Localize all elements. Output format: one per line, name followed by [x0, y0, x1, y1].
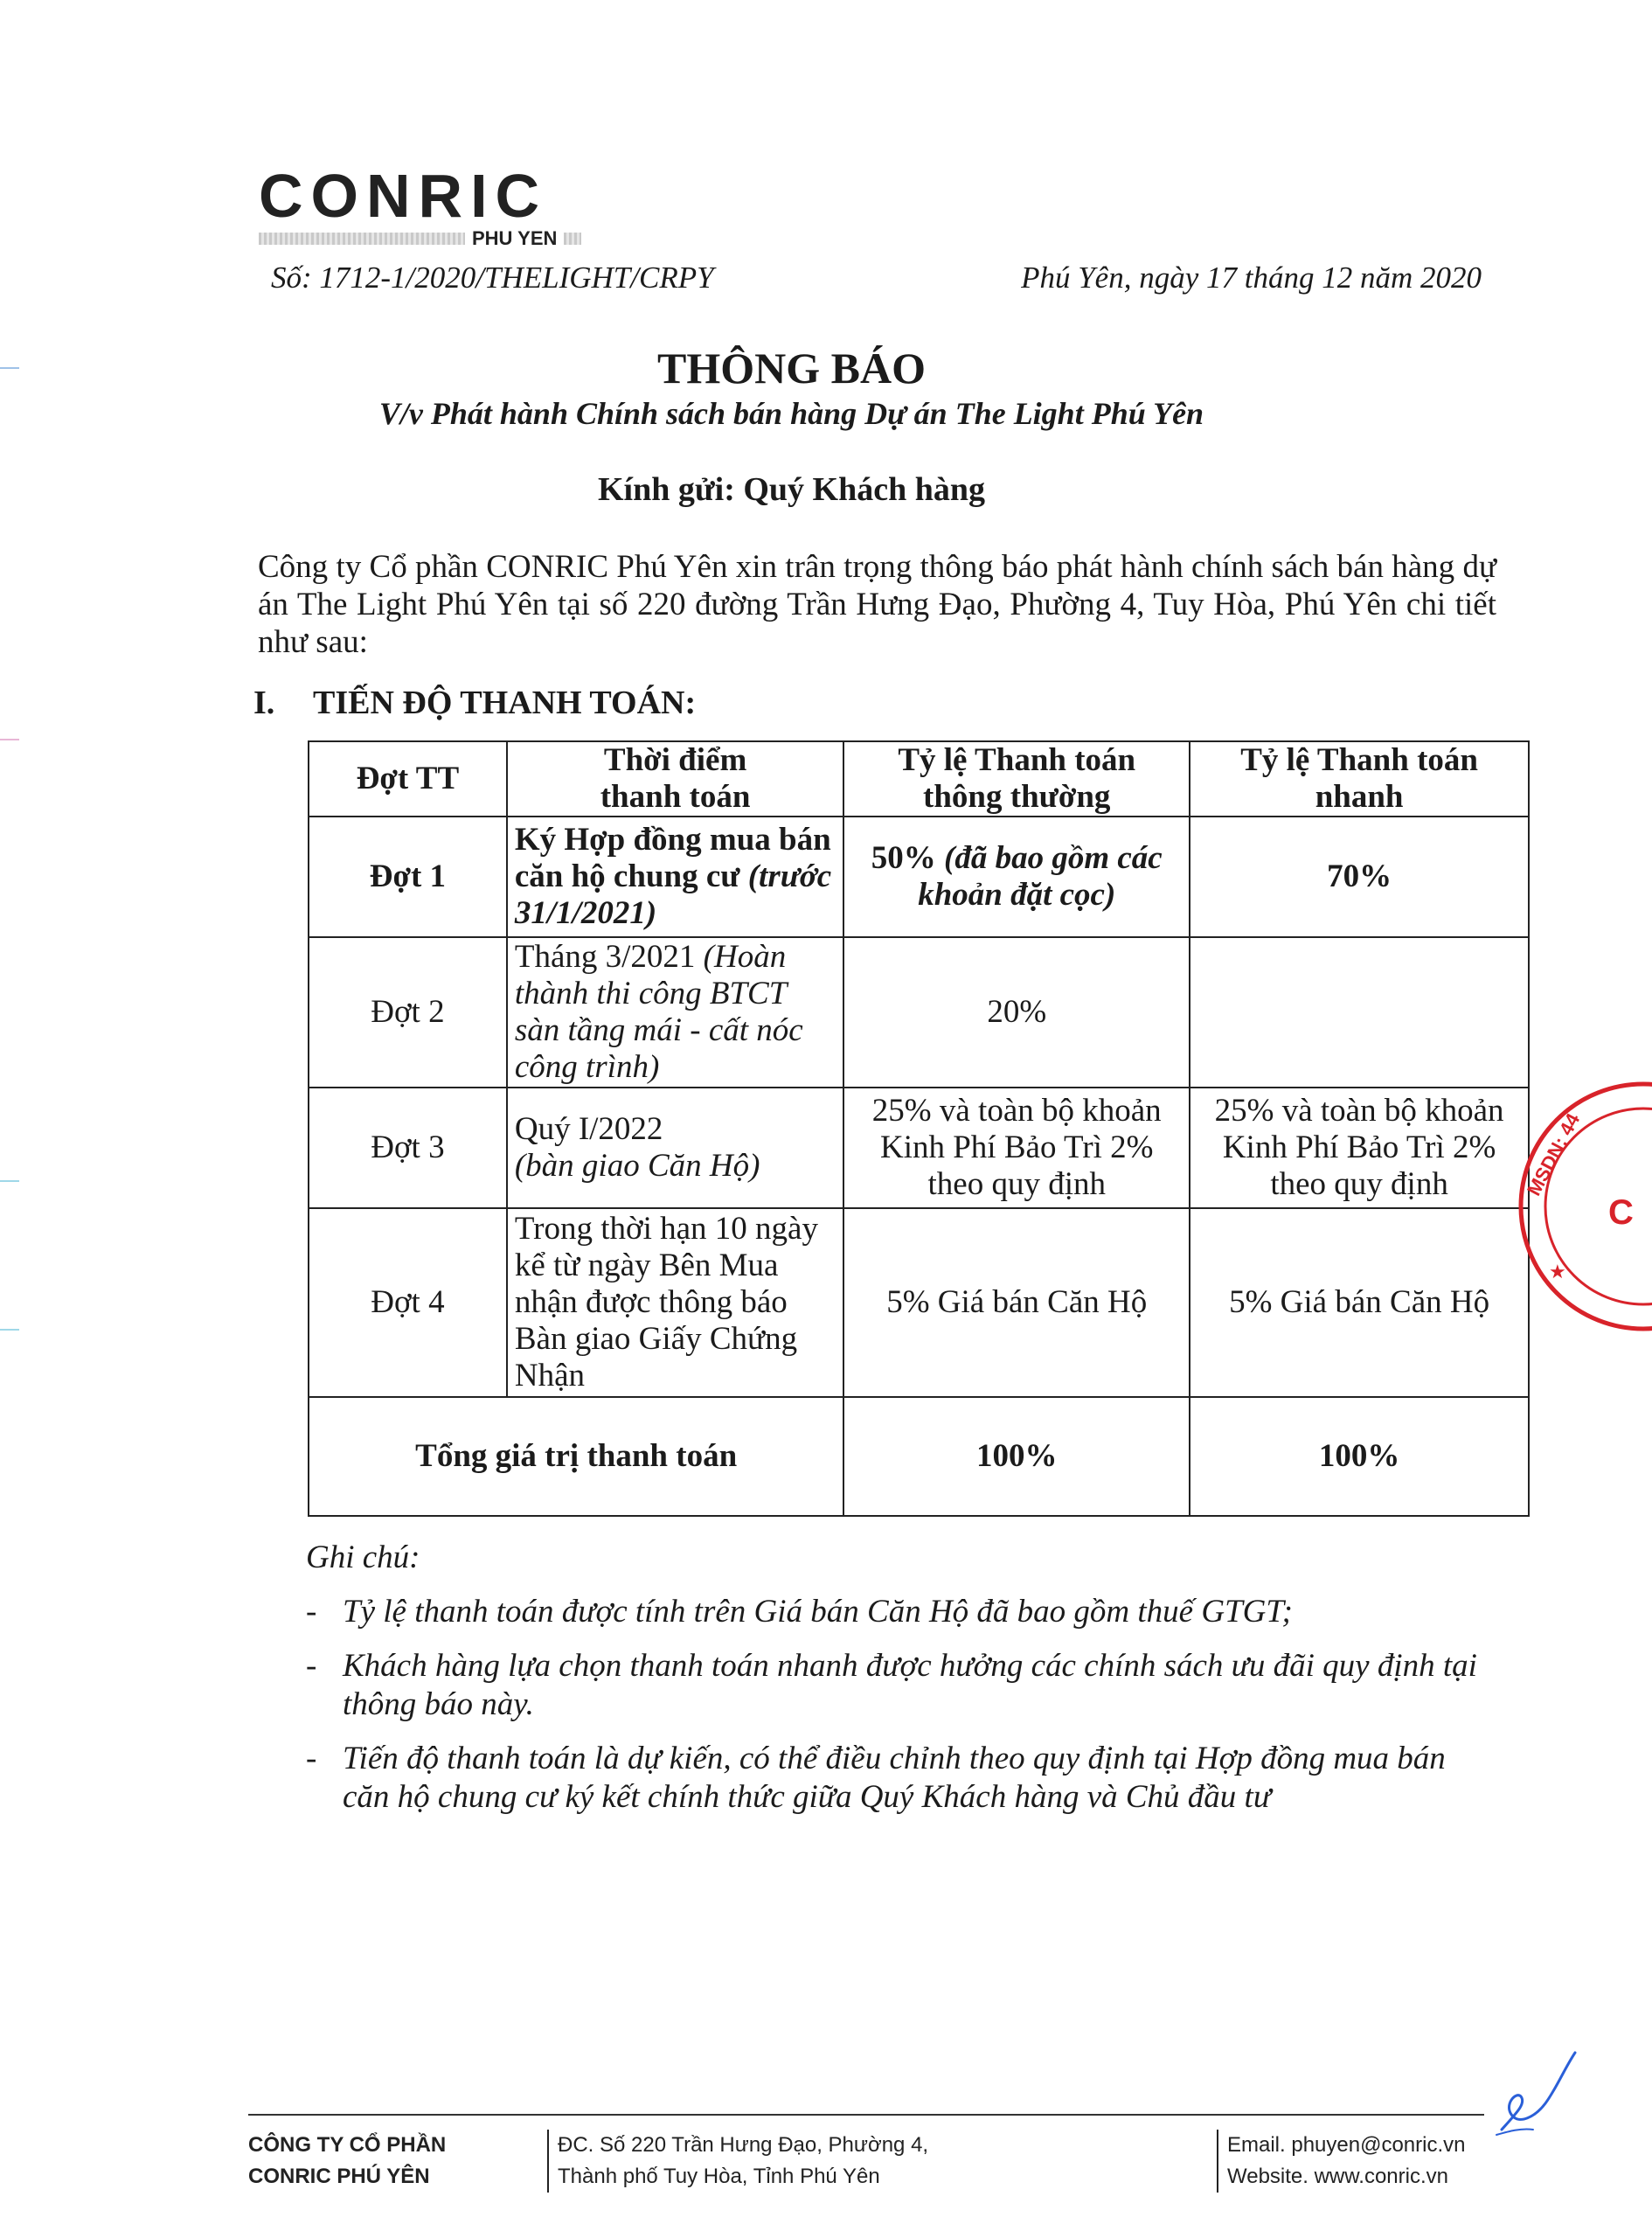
intro-paragraph: Công ty Cổ phần CONRIC Phú Yên xin trân trọng thông báo phát hành chính sách bán hàng dự án The Light Phú Yên tại số 220 đường Trần Hưng Đạo, Phường 4, Tuy Hòa, Phú Yên chi tiết như sau:: [258, 549, 1496, 660]
table-row: [309, 1088, 1529, 1208]
place-date: Phú Yên, ngày 17 tháng 12 năm 2020: [1021, 261, 1482, 295]
scan-artifact: [0, 739, 19, 740]
time-cell: Quý I/2022 (bàn giao Căn Hộ): [507, 1088, 843, 1208]
table-row: [309, 937, 1529, 1088]
footer-email: Email. phuyen@conric.vn: [1227, 2133, 1466, 2157]
document-number: Số: 1712-1/2020/THELIGHT/CRPY: [271, 261, 714, 295]
notes-title: Ghi chú:: [306, 1539, 420, 1575]
section-heading: [253, 684, 696, 722]
normal-rate-cell: 5% Giá bán Căn Hộ: [843, 1208, 1190, 1397]
scan-artifact: [0, 1180, 19, 1182]
company-seal: [1512, 1049, 1652, 1364]
normal-rate-cell: 50% (đã bao gồm các khoản đặt cọc): [843, 817, 1190, 937]
note-item: - Tỷ lệ thanh toán được tính trên Giá bán Căn Hộ đã bao gồm thuế GTGT;: [306, 1594, 1293, 1630]
footer-company: CÔNG TY CỔ PHẦN CONRIC PHÚ YÊN: [248, 2133, 447, 2188]
fast-rate-cell: 25% và toàn bộ khoản Kinh Phí Bảo Trì 2% theo quy định: [1190, 1088, 1529, 1208]
document-title: THÔNG BÁO: [657, 344, 926, 393]
header-stage: Đợt TT: [309, 741, 507, 817]
scan-artifact: [0, 1329, 19, 1331]
stage-cell: Đợt 4: [309, 1208, 507, 1397]
footer-address: ĐC. Số 220 Trần Hưng Đạo, Phường 4, Thành phố Tuy Hòa, Tỉnh Phú Yên: [547, 2130, 928, 2193]
time-cell: Ký Hợp đồng mua bán căn hộ chung cư (trước 31/1/2021): [507, 817, 843, 937]
table-header-row: [309, 741, 1529, 817]
footer-divider: [248, 2114, 1484, 2116]
note-item: - Khách hàng lựa chọn thanh toán nhanh được hưởng các chính sách ưu đãi quy định tại thông báo này.: [306, 1648, 1477, 1722]
table-total-row: [309, 1397, 1529, 1516]
stage-cell: Đợt 1: [309, 817, 507, 937]
payment-schedule-table: [308, 740, 1530, 1517]
header-normal-rate: Tỷ lệ Thanh toán thông thường: [843, 741, 1190, 817]
normal-rate-cell: 20%: [843, 937, 1190, 1088]
section-title: TIẾN ĐỘ THANH TOÁN:: [313, 685, 697, 721]
total-label: Tổng giá trị thanh toán: [309, 1397, 843, 1516]
seal-star-icon: ★: [1549, 1261, 1566, 1282]
logo-wordmark: CONRIC: [259, 162, 548, 230]
seal-letter: C: [1608, 1193, 1634, 1232]
time-cell: Trong thời hạn 10 ngày kể từ ngày Bên Mua nhận được thông báo Bàn giao Giấy Chứng Nhận: [507, 1208, 843, 1397]
stage-cell: Đợt 3: [309, 1088, 507, 1208]
greeting: Kính gửi: Quý Khách hàng: [597, 471, 986, 508]
total-normal: 100%: [843, 1397, 1190, 1516]
table-row: [309, 817, 1529, 937]
normal-rate-cell: 25% và toàn bộ khoản Kinh Phí Bảo Trì 2% theo quy định: [843, 1088, 1190, 1208]
logo-subtitle: PHU YEN: [472, 227, 558, 249]
company-logo: [259, 162, 608, 250]
fast-rate-cell: 70%: [1190, 817, 1529, 937]
time-cell: Tháng 3/2021 (Hoàn thành thi công BTCT sàn tầng mái - cất nóc công trình): [507, 937, 843, 1088]
section-number: I.: [253, 685, 275, 721]
scan-artifact: [0, 367, 19, 369]
fast-rate-cell: 5% Giá bán Căn Hộ: [1190, 1208, 1529, 1397]
stage-cell: Đợt 2: [309, 937, 507, 1088]
header-payment-time: Thời điểm thanh toán: [507, 741, 843, 817]
document-subtitle: V/v Phát hành Chính sách bán hàng Dự án The Light Phú Yên: [378, 396, 1204, 431]
notes-section: [306, 1539, 1495, 1832]
table-row: [309, 1208, 1529, 1397]
seal-text: MSDN: 44: [1523, 1109, 1585, 1199]
signature: [1491, 2051, 1579, 2147]
total-fast: 100%: [1190, 1397, 1529, 1516]
fast-rate-cell: [1190, 937, 1529, 1088]
footer-contact: [1217, 2130, 1465, 2193]
footer-website: Website. www.conric.vn: [1227, 2165, 1448, 2188]
note-item: - Tiến độ thanh toán là dự kiến, có thể điều chỉnh theo quy định tại Hợp đồng mua bán căn hộ chung cư ký kết chính thức giữa Quý Khách hàng và Chủ đầu tư: [306, 1741, 1446, 1815]
header-fast-rate: Tỷ lệ Thanh toán nhanh: [1190, 741, 1529, 817]
